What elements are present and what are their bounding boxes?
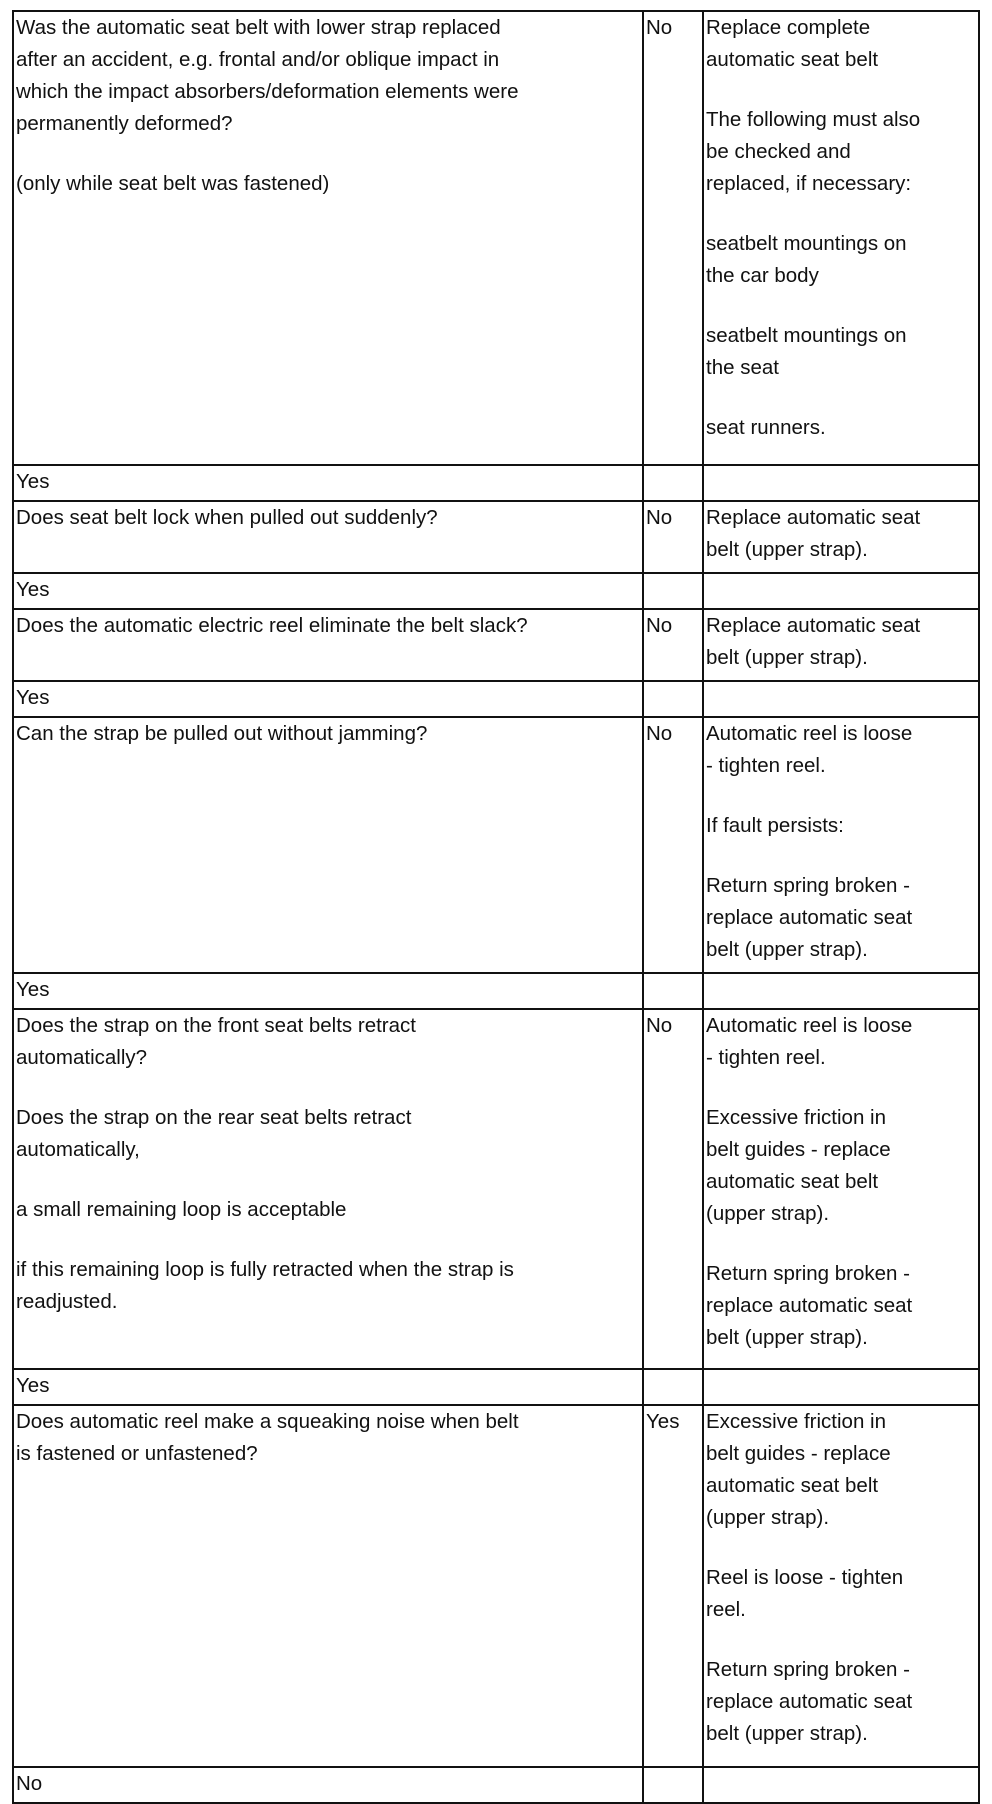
answer-text: No xyxy=(646,614,673,637)
seat-belt-check-table xyxy=(12,10,980,1804)
question-text: Can the strap be pulled out without jamming? xyxy=(16,722,428,745)
action-cell xyxy=(703,717,979,973)
table-row xyxy=(13,717,979,973)
branch-label: Yes xyxy=(16,470,50,493)
action-cell xyxy=(703,1405,979,1767)
question-cell xyxy=(13,1009,643,1369)
question-text: Was the automatic seat belt with lower strap replaced after an accident, e.g. frontal and/or oblique impact in which the impact absorbers/deformation elements were permanently deformed? xyxy=(16,16,519,135)
question-cell xyxy=(13,717,643,973)
answer-cell xyxy=(643,609,703,681)
question-cell xyxy=(13,609,643,681)
action-text: seatbelt mountings on the seat xyxy=(706,324,907,379)
empty-cell xyxy=(703,973,979,1009)
action-cell xyxy=(703,1009,979,1369)
empty-cell xyxy=(703,1369,979,1405)
answer-cell xyxy=(643,1405,703,1767)
question-text: Does seat belt lock when pulled out suddenly? xyxy=(16,506,438,529)
empty-cell xyxy=(643,1369,703,1405)
table-row xyxy=(13,1009,979,1369)
answer-cell xyxy=(643,1009,703,1369)
table-row xyxy=(13,1369,979,1405)
question-cell xyxy=(13,501,643,573)
table-row xyxy=(13,501,979,573)
answer-cell xyxy=(643,717,703,973)
answer-text: No xyxy=(646,506,673,529)
action-text: Return spring broken - replace automatic seat belt (upper strap). xyxy=(706,1262,913,1349)
empty-cell xyxy=(703,465,979,501)
action-text: Reel is loose - tighten reel. xyxy=(706,1566,904,1621)
action-text: seat runners. xyxy=(706,416,826,439)
empty-cell xyxy=(703,573,979,609)
question-text: a small remaining loop is acceptable xyxy=(16,1198,347,1221)
action-cell xyxy=(703,501,979,573)
question-text: (only while seat belt was fastened) xyxy=(16,172,330,195)
table-row xyxy=(13,1767,979,1803)
table-row xyxy=(13,681,979,717)
branch-label-cell xyxy=(13,573,643,609)
table-row xyxy=(13,11,979,465)
empty-cell xyxy=(703,681,979,717)
action-cell xyxy=(703,609,979,681)
branch-label: Yes xyxy=(16,686,50,709)
question-cell xyxy=(13,1405,643,1767)
table-row xyxy=(13,1405,979,1767)
branch-label-cell xyxy=(13,681,643,717)
question-cell xyxy=(13,11,643,465)
question-text: Does the strap on the front seat belts retract automatically? xyxy=(16,1014,416,1069)
answer-text: No xyxy=(646,722,673,745)
branch-label-cell xyxy=(13,1767,643,1803)
empty-cell xyxy=(643,1767,703,1803)
action-text: The following must also be checked and replaced, if necessary: xyxy=(706,108,921,195)
branch-label: Yes xyxy=(16,578,50,601)
empty-cell xyxy=(643,973,703,1009)
action-cell xyxy=(703,11,979,465)
action-text: Return spring broken - replace automatic seat belt (upper strap). xyxy=(706,1658,913,1745)
action-text: Replace complete automatic seat belt xyxy=(706,16,879,71)
table-row xyxy=(13,973,979,1009)
branch-label: Yes xyxy=(16,1374,50,1397)
empty-cell xyxy=(643,573,703,609)
answer-text: Yes xyxy=(646,1410,680,1433)
empty-cell xyxy=(643,465,703,501)
question-text: Does automatic reel make a squeaking noise when belt is fastened or unfastened? xyxy=(16,1410,519,1465)
action-text: Automatic reel is loose - tighten reel. xyxy=(706,722,913,777)
empty-cell xyxy=(703,1767,979,1803)
branch-label-cell xyxy=(13,1369,643,1405)
action-text: If fault persists: xyxy=(706,814,844,837)
answer-text: No xyxy=(646,16,673,39)
answer-cell xyxy=(643,11,703,465)
question-text: if this remaining loop is fully retracted when the strap is readjusted. xyxy=(16,1258,514,1313)
action-text: Automatic reel is loose - tighten reel. xyxy=(706,1014,913,1069)
question-text: Does the automatic electric reel eliminate the belt slack? xyxy=(16,614,528,637)
answer-cell xyxy=(643,501,703,573)
action-text: Return spring broken - replace automatic seat belt (upper strap). xyxy=(706,874,913,961)
branch-label-cell xyxy=(13,465,643,501)
action-text: Excessive friction in belt guides - replace automatic seat belt (upper strap). xyxy=(706,1106,891,1225)
table-row xyxy=(13,465,979,501)
branch-label-cell xyxy=(13,973,643,1009)
table-row xyxy=(13,573,979,609)
empty-cell xyxy=(643,681,703,717)
question-text: Does the strap on the rear seat belts retract automatically, xyxy=(16,1106,412,1161)
table-row xyxy=(13,609,979,681)
answer-text: No xyxy=(646,1014,673,1037)
action-text: Excessive friction in belt guides - replace automatic seat belt (upper strap). xyxy=(706,1410,891,1529)
branch-label: No xyxy=(16,1772,43,1795)
action-text: seatbelt mountings on the car body xyxy=(706,232,907,287)
action-text: Replace automatic seat belt (upper strap). xyxy=(706,614,921,669)
action-text: Replace automatic seat belt (upper strap). xyxy=(706,506,921,561)
branch-label: Yes xyxy=(16,978,50,1001)
